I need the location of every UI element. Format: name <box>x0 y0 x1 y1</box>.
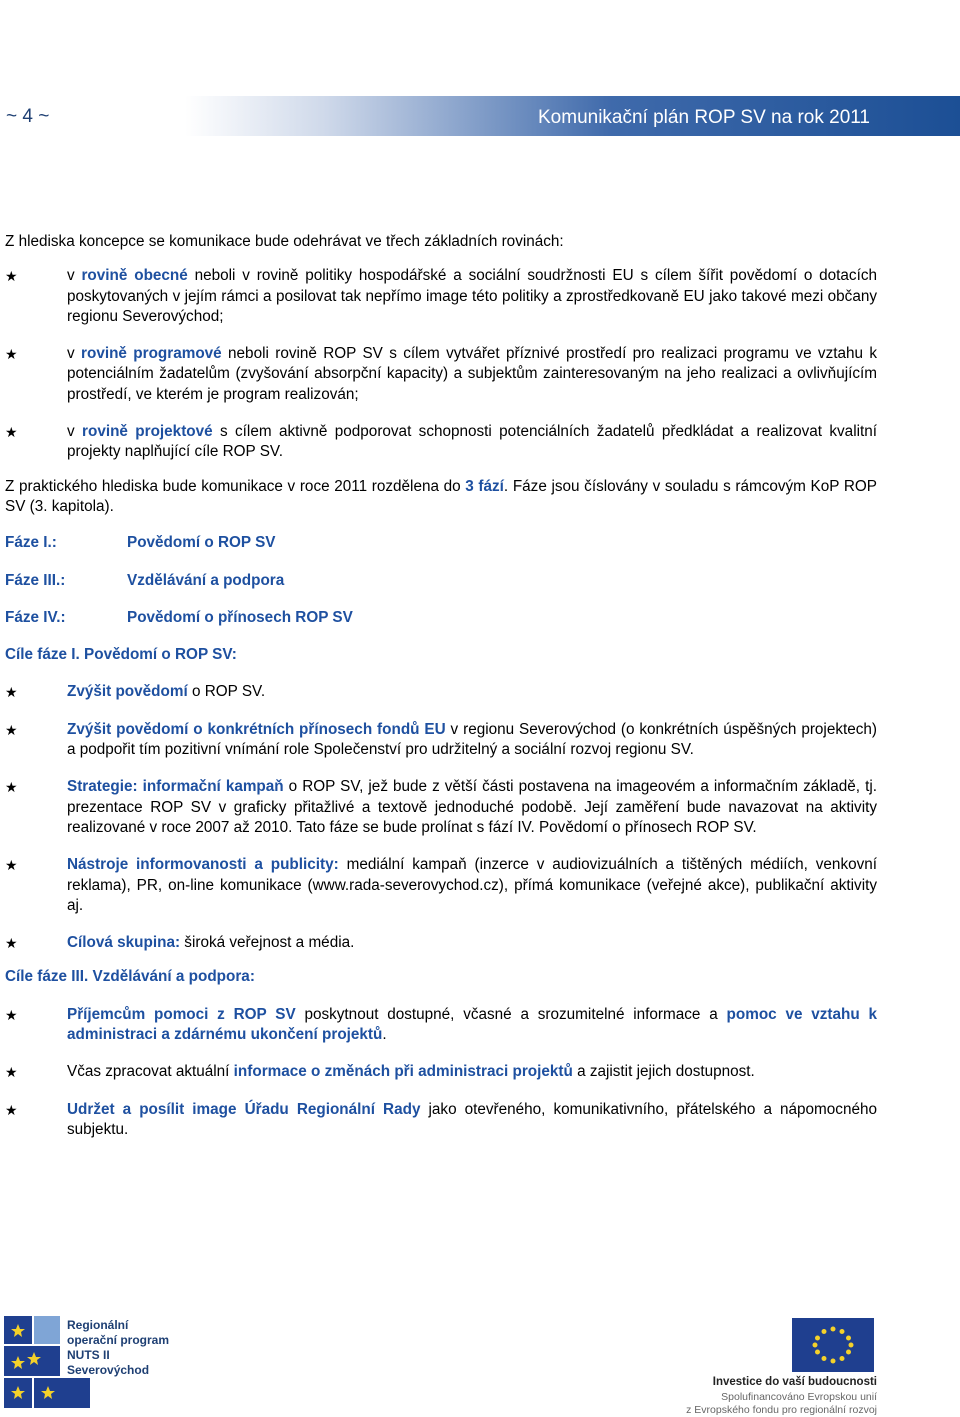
star-bullet-icon: ★ <box>5 1006 18 1023</box>
list-item: ★ Příjemcům pomoci z ROP SV poskytnout dostupné, včasné a srozumitelné informace a pomoc ve vztahu k administraci a zdárnému ukončení projektů. <box>5 1005 877 1044</box>
phase-row <box>5 571 877 591</box>
list-item: ★ Udržet a posílit image Úřadu Regionální Rady jako otevřeného, komunikativního, přátelského a nápomocného subjektu. <box>5 1100 877 1138</box>
phase-name: Povědomí o ROP SV <box>127 534 276 552</box>
list-item: ★ v rovině obecné neboli v rovině politiky hospodářské a sociální soudržnosti EU s cílem šířit povědomí o dotacích poskytovaných v jejím rámci a posilovat tak nepřímo image této politiky a zprostředkovaně EU jako takové mezi občany regionu Severovýchod; <box>5 267 877 325</box>
eu-flag-icon <box>672 1318 877 1378</box>
levels-list <box>5 266 877 462</box>
list-item: ★ v rovině programové neboli rovině ROP SV s cílem vytvářet příznivé prostředí pro realizaci programu ve vztahu k potenciálním žadatelům (zvyšování absorpční kapacity) a subjektům zainteresovaným na jeho realizaci a ovlivňujícím prostředí, ve kterém je program realizován; <box>5 345 877 403</box>
list-item: ★ Nástroje informovanosti a publicity: mediální kampaň (inzerce v audiovizuálních a tištěných médiích, venkovní reklama), PR, on-line komunikace (www.rada-severovychod.cz), přímá komunikace (veřejné akce), publikační aktivity aj. <box>5 856 878 914</box>
eu-slogan: Investice do vaší budoucnosti <box>712 1376 877 1388</box>
star-bullet-icon: ★ <box>5 346 18 363</box>
section-heading-phase3: Cíle fáze III. Vzdělávání a podpora: <box>5 968 255 986</box>
document-title: Komunikační plán ROP SV na rok 2011 <box>538 107 870 128</box>
star-bullet-icon: ★ <box>5 268 18 285</box>
rop-logo <box>4 1316 179 1412</box>
list-item: ★ Zvýšit povědomí o konkrétních přínosech fondů EU v regionu Severovýchod (o konkrétních úspěšných projektech) a podpořit tím pozitivní vnímání role Společenství pro udržitelný a sociální rozvoj regionu SV. <box>5 720 877 759</box>
star-bullet-icon: ★ <box>5 424 18 441</box>
eu-fund-line: z Evropského fondu pro regionální rozvoj <box>686 1404 877 1416</box>
star-bullet-icon: ★ <box>5 1064 18 1081</box>
header-banner <box>185 96 960 136</box>
list-item: ★ Včas zpracovat aktuální informace o změnách při administraci projektů a zajistit jejich dostupnost. <box>5 1063 755 1081</box>
phase-label: Fáze I.: <box>5 534 57 552</box>
phase-label: Fáze III.: <box>5 571 66 589</box>
phase-name: Vzdělávání a podpora <box>127 571 285 589</box>
phases-paragraph: Z praktického hlediska bude komunikace v roce 2011 rozdělena do 3 fází. Fáze jsou číslovány v souladu s rámcovým KoP ROP SV (3. kapitola). <box>5 477 877 515</box>
phase-name: Povědomí o přínosech ROP SV <box>127 608 353 626</box>
star-bullet-icon: ★ <box>5 1101 18 1118</box>
star-bullet-icon: ★ <box>5 721 18 738</box>
goals-phase1-list <box>5 682 877 953</box>
main-content <box>5 232 877 1157</box>
star-bullet-icon: ★ <box>5 779 18 796</box>
eu-logo <box>672 1318 877 1414</box>
eu-logo-text <box>672 1376 877 1417</box>
list-item: ★ Strategie: informační kampaň o ROP SV, jež bude z větší části postavena na imageovém a informačním základě, tj. prezentace ROP SV v graficky přitažlivé a textově jednoduché podobě. Její zaměření bude navazovat na aktivity realizované v roce 2007 až 2010. Tato fáze se bude prolínat s fází IV. Povědomí o přínosech ROP SV. <box>5 778 877 836</box>
phase-row <box>5 533 877 553</box>
section-heading-phase1: Cíle fáze I. Povědomí o ROP SV: <box>5 646 237 664</box>
goals-phase3-list <box>5 1005 877 1140</box>
phase-label: Fáze IV.: <box>5 608 66 626</box>
phase-row <box>5 608 877 628</box>
list-item: ★ Cílová skupina: široká veřejnost a média. <box>5 934 355 952</box>
rop-logo-text: Regionální operační program NUTS II Severovýchod <box>67 1318 170 1377</box>
page-header <box>0 96 960 136</box>
list-item: ★ v rovině projektové s cílem aktivně podporovat schopnosti potenciálních žadatelů předkládat a realizovat kvalitní projekty naplňující cíle ROP SV. <box>5 423 877 461</box>
star-bullet-icon: ★ <box>5 684 18 701</box>
eu-cofinanced-line: Spolufinancováno Evropskou unií <box>721 1391 877 1403</box>
star-bullet-icon: ★ <box>5 935 18 952</box>
star-bullet-icon: ★ <box>5 857 18 874</box>
intro-paragraph: Z hlediska koncepce se komunikace bude odehrávat ve třech základních rovinách: <box>5 233 564 250</box>
page-number: ~ 4 ~ <box>6 106 50 127</box>
list-item: ★ Zvýšit povědomí o ROP SV. <box>5 683 266 701</box>
